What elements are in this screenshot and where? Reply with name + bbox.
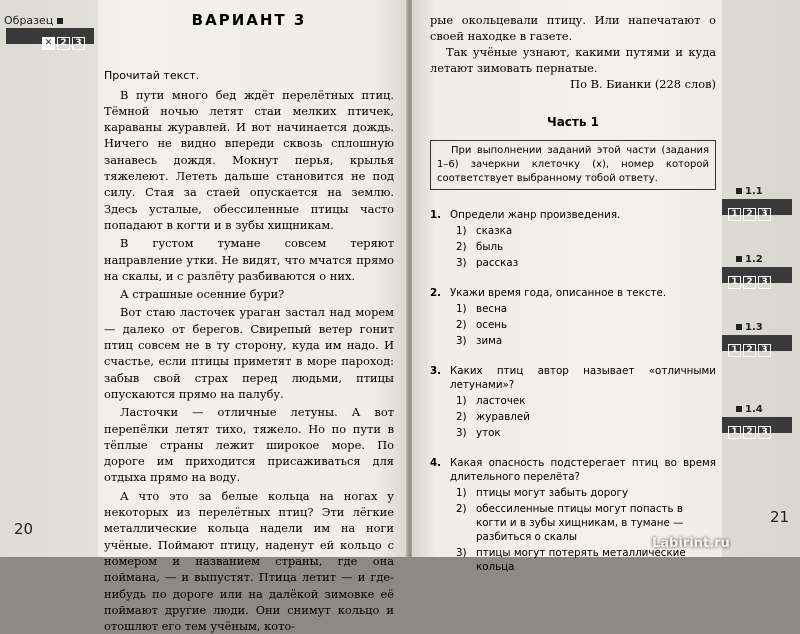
part-title: Часть 1 bbox=[547, 115, 599, 129]
reading-text bbox=[104, 12, 394, 634]
answer-option[interactable]: 2) осень bbox=[456, 319, 508, 331]
answer-cell[interactable]: 1 bbox=[728, 276, 741, 289]
answer-cell[interactable]: 1 bbox=[728, 426, 741, 439]
paragraph: В густом тумане совсем теряют направление утки. Не видят, что мчатся прямо на скалы, и с разлёту разбиваются о них. bbox=[104, 236, 394, 283]
paragraph: Ласточки — отличные летуны. А вот перепёлки летят тихо, тяжело. Но по пути в тёплые страны лежит широкое море. По дороге им приходится присаживаться для отдыха прямо на воду. bbox=[104, 405, 394, 485]
task-2 bbox=[430, 286, 716, 348]
sample-cell-2: 2 bbox=[57, 37, 70, 50]
answer-cell[interactable]: 2 bbox=[743, 208, 756, 221]
answer-field-2[interactable] bbox=[722, 267, 792, 287]
right-page-number: 21 bbox=[770, 508, 790, 526]
task-1 bbox=[430, 208, 716, 270]
answer-option[interactable]: 1) сказка bbox=[456, 225, 513, 237]
paragraph: А что это за белые кольца на ногах у некоторых из перелётных птиц? Эти лёгкие металлические кольца надели им на ноги учёные. Поймают птицу, наденут ей кольцо с номером и названием страны, где она поймана, — и выпустят. Птица летит — и где-нибудь по дороге или на далёкой зимовке её поймают другие люди. Они снимут кольцо и отошлют его тем учёным, кото- bbox=[104, 488, 394, 634]
answer-cell[interactable]: 3 bbox=[758, 426, 771, 439]
part-instructions: При выполнении заданий этой части (задания 1–6) зачеркни клеточку (х), номер которой соответствует выбранному тобой ответу. bbox=[430, 140, 716, 190]
sample-answer-row bbox=[6, 28, 94, 48]
answer-cell[interactable]: 1 bbox=[728, 208, 741, 221]
watermark: Labirint.ru bbox=[652, 536, 730, 551]
sample-cell-3: 3 bbox=[72, 37, 85, 50]
answer-cell[interactable]: 2 bbox=[743, 276, 756, 289]
answer-field-label-1: 1.1 bbox=[736, 186, 763, 197]
answer-option[interactable]: 1) ласточек bbox=[456, 395, 526, 407]
answer-field-1[interactable] bbox=[722, 199, 792, 219]
answer-option[interactable]: 3) рассказ bbox=[456, 257, 519, 269]
square-icon bbox=[57, 18, 63, 24]
answer-field-label-4: 1.4 bbox=[736, 404, 763, 415]
task-number: 1. bbox=[430, 209, 442, 221]
paragraph: А страшные осенние бури? bbox=[120, 287, 285, 302]
task-question: Какая опасность подстерегает птиц во время длительного перелёта? bbox=[450, 457, 716, 483]
author-credit: По В. Бианки (228 слов) bbox=[570, 77, 716, 91]
answer-option[interactable]: 3) зима bbox=[456, 335, 503, 347]
answer-cell[interactable]: 3 bbox=[758, 276, 771, 289]
left-page-number: 20 bbox=[14, 520, 34, 538]
left-margin-strip bbox=[0, 0, 98, 557]
answer-option[interactable]: 3) уток bbox=[456, 427, 501, 439]
sample-cell-1: ✕ bbox=[42, 37, 55, 50]
variant-title: ВАРИАНТ 3 bbox=[191, 11, 307, 29]
answer-option[interactable]: 2) обессиленные птицы могут попасть в когти и в зубы хищникам, в тумане — разбиться о скалы bbox=[456, 503, 684, 543]
task-question: Каких птиц автор называет «отличными летунами»? bbox=[450, 365, 716, 391]
answer-cell[interactable]: 2 bbox=[743, 344, 756, 357]
task-question: Укажи время года, описанное в тексте. bbox=[450, 287, 667, 299]
square-icon bbox=[736, 256, 742, 262]
task-question: Определи жанр произведения. bbox=[450, 209, 621, 221]
answer-field-label-3: 1.3 bbox=[736, 322, 763, 333]
task-number: 4. bbox=[430, 457, 442, 469]
paragraph: В пути много бед ждёт перелётных птиц. Тёмной ночью летят стаи мелких птичек, караваны журавлей. И вот начинается дождь. Ничего не видно впереди сквозь сплошную занавесь дождя. Мокнут перья, крылья тяжелеют. Лететь дальше становится не под силу. Стая за стаей опускается на землю. Здесь усталые, обессиленные птицы часто попадают в когти и в зубы хищникам. bbox=[104, 87, 394, 232]
square-icon bbox=[736, 188, 742, 194]
right-page-content bbox=[430, 12, 716, 574]
square-icon bbox=[736, 406, 742, 412]
answer-option[interactable]: 1) весна bbox=[456, 303, 508, 315]
task-3 bbox=[430, 364, 716, 440]
square-icon bbox=[736, 324, 742, 330]
answer-field-label-2: 1.2 bbox=[736, 254, 763, 265]
task-number: 3. bbox=[430, 365, 442, 377]
answer-option[interactable]: 1) птицы могут забыть дорогу bbox=[456, 487, 629, 499]
answer-option[interactable]: 3) птицы могут потерять металлические кольца bbox=[456, 547, 686, 573]
instruction: Прочитай текст. bbox=[104, 69, 200, 83]
answer-field-3[interactable] bbox=[722, 335, 792, 355]
answer-cell[interactable]: 3 bbox=[758, 208, 771, 221]
answer-cell[interactable]: 2 bbox=[743, 426, 756, 439]
answer-field-4[interactable] bbox=[722, 417, 792, 437]
text-continuation: рые окольцевали птицу. Или напечатают о своей находке в газете. bbox=[430, 13, 716, 43]
answer-cell[interactable]: 3 bbox=[758, 344, 771, 357]
answer-cell[interactable]: 1 bbox=[728, 344, 741, 357]
task-4 bbox=[430, 456, 716, 574]
sample-label-text: Образец bbox=[4, 14, 54, 27]
paragraph: Вот стаю ласточек ураган застал над морем — далеко от берегов. Свирепый ветер гонит птиц совсем не в ту сторону, куда им надо. И счастье, если птицы приметят в море пароход: забыв свой страх перед людьми, птицы опускаются прямо на палубу. bbox=[104, 305, 394, 401]
sample-label bbox=[4, 14, 63, 27]
answer-option[interactable]: 2) журавлей bbox=[456, 411, 530, 423]
task-number: 2. bbox=[430, 287, 442, 299]
closing-paragraph: Так учёные узнают, какими путями и куда летают зимовать пернатые. bbox=[430, 45, 716, 75]
answer-option[interactable]: 2) быль bbox=[456, 241, 504, 253]
